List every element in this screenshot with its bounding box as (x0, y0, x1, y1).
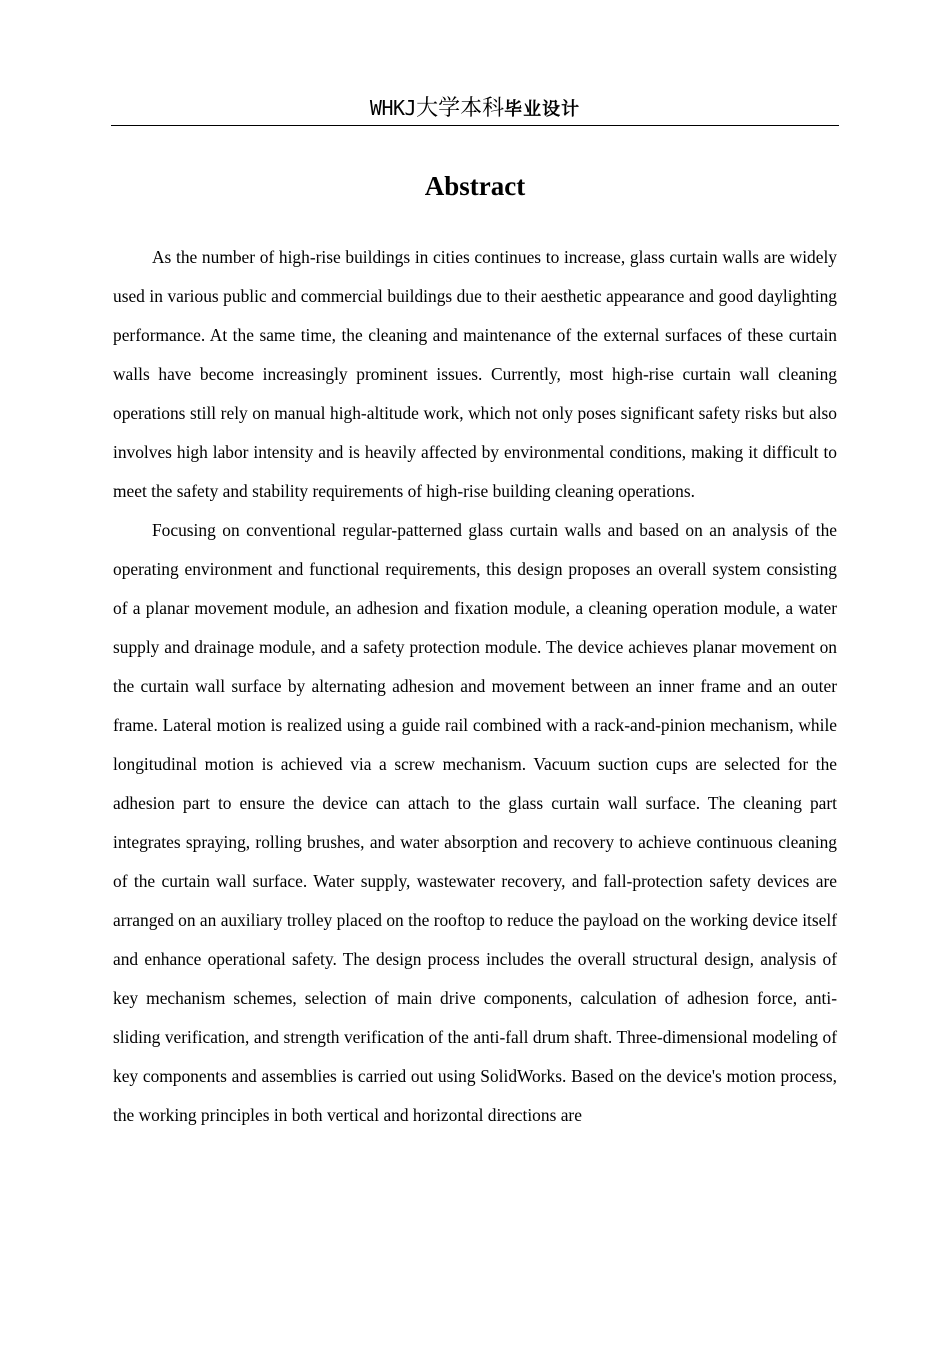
header-thesis-label: 毕业设计 (504, 99, 581, 120)
page-header (111, 92, 839, 126)
header-university: 大学本科 (416, 96, 505, 121)
header-rule (111, 125, 839, 126)
abstract-body (113, 238, 837, 1135)
header-school-code: WHKJ (369, 96, 417, 120)
paragraph-1: As the number of high-rise buildings in cities continues to increase, glass curtain walls are widely used in various public and commercial buildings due to their aesthetic appearance and good daylighting performance. At the same time, the cleaning and maintenance of the external surfaces of these curtain walls have become increasingly prominent issues. Currently, most high-rise curtain wall cleaning operations still rely on manual high-altitude work, which not only poses significant safety risks but also involves high labor intensity and is heavily affected by environmental conditions, making it difficult to meet the safety and stability requirements of high-rise building cleaning operations. (113, 247, 837, 501)
paragraph-2: Focusing on conventional regular-patterned glass curtain walls and based on an analysis of the operating environment and functional requirements, this design proposes an overall system consisting of a planar movement module, an adhesion and fixation module, a cleaning operation module, a water supply and drainage module, and a safety protection module. The device achieves planar movement on the curtain wall surface by alternating adhesion and movement between an inner frame and an outer frame. Lateral motion is realized using a guide rail combined with a rack-and-pinion mechanism, while longitudinal motion is achieved via a screw mechanism. Vacuum suction cups are selected for the adhesion part to ensure the device can attach to the glass curtain wall surface. The cleaning part integrates spraying, rolling brushes, and water absorption and recovery to achieve continuous cleaning of the curtain wall surface. Water supply, wastewater recovery, and fall-protection safety devices are arranged on an auxiliary trolley placed on the rooftop to reduce the payload on the working device itself and enhance operational safety. The design process includes the overall structural design, analysis of key mechanism schemes, selection of main drive components, calculation of adhesion force, anti-sliding verification, and strength verification of the anti-fall drum shaft. Three-dimensional modeling of key components and assemblies is carried out using SolidWorks. Based on the device's motion process, the working principles in both vertical and horizontal directions are (113, 520, 837, 1125)
page-title: Abstract (424, 171, 526, 201)
